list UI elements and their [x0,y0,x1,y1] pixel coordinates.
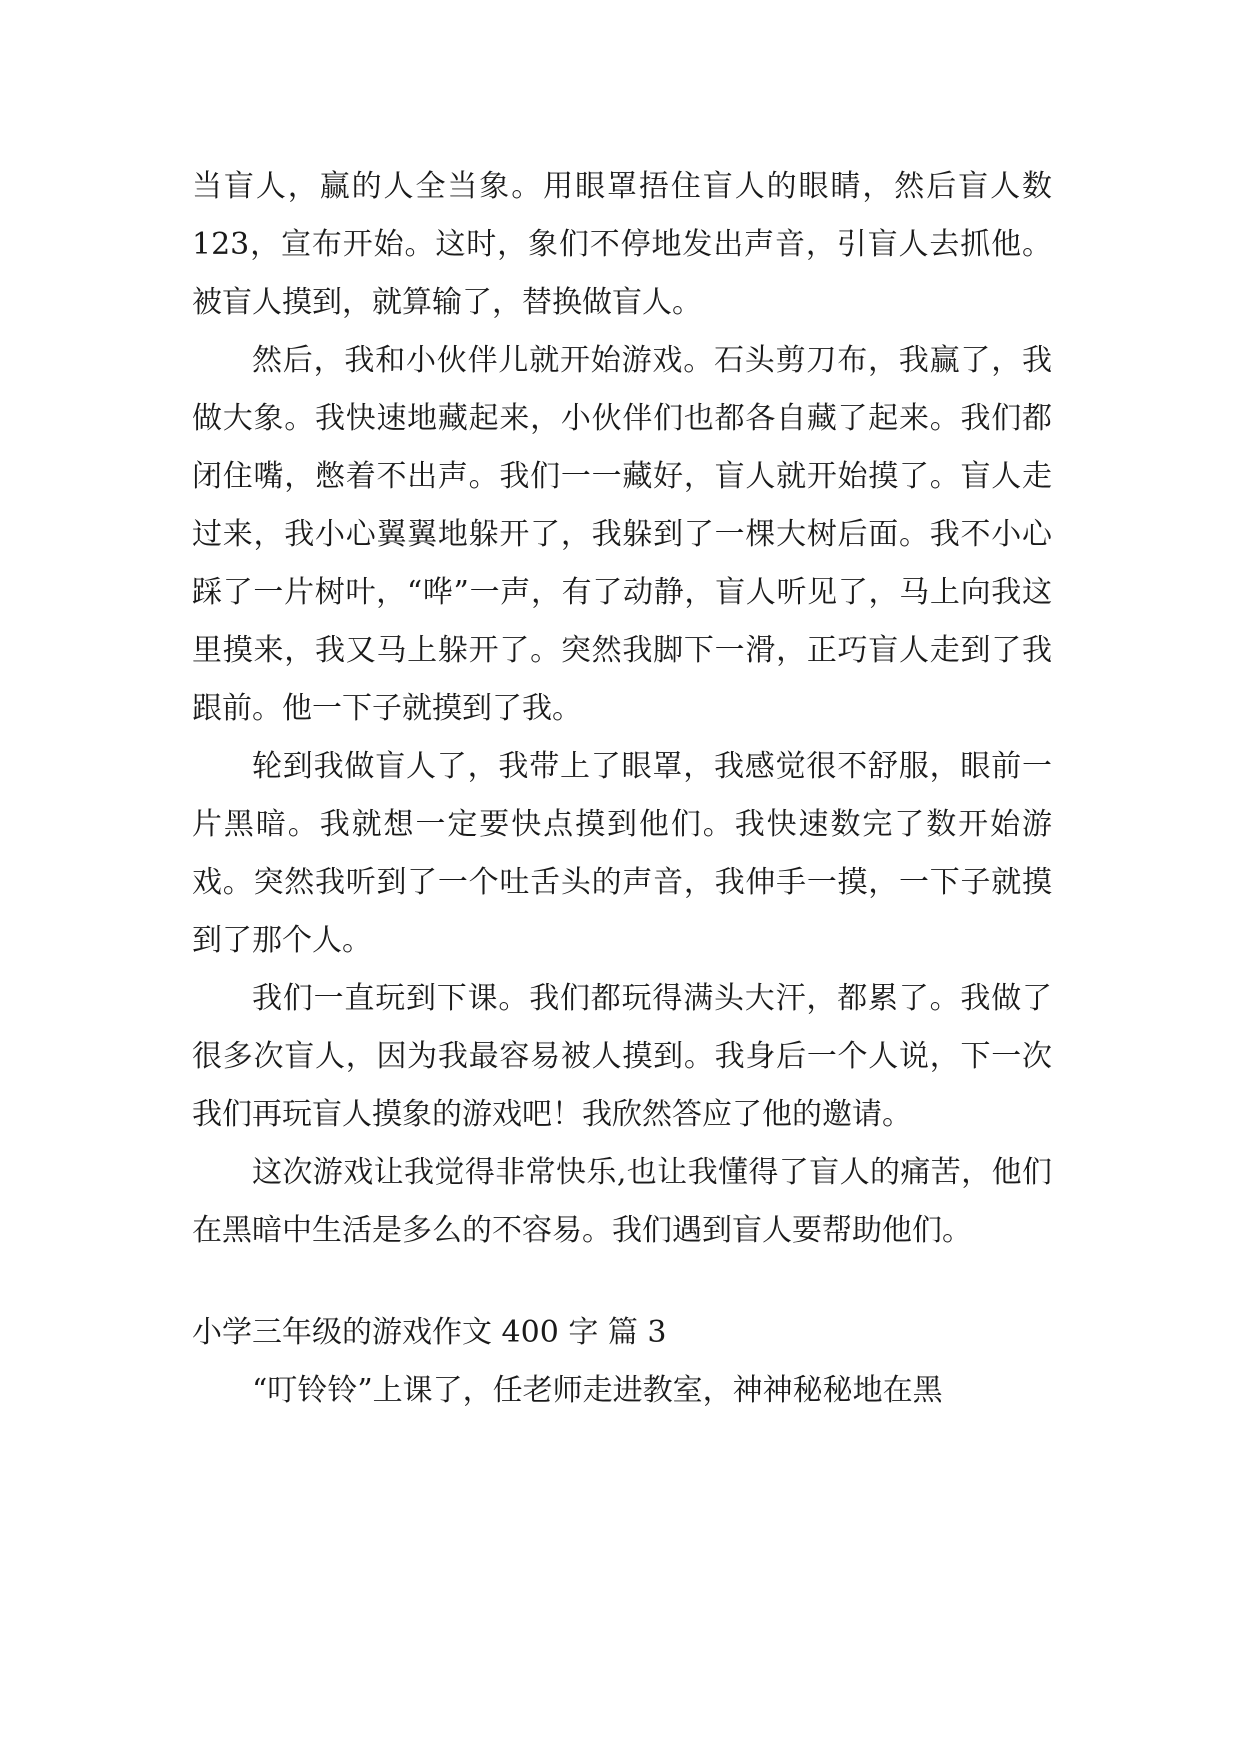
section-heading: 小学三年级的游戏作文 400 字 篇 3 [192,1315,667,1350]
paragraph: 然后，我和小伙伴儿就开始游戏。石头剪刀布，我赢了，我做大象。我快速地藏起来，小伙伴们也都各自藏了起来。我们都闭住嘴，憋着不出声。我们一一藏好，盲人就开始摸了。盲人走过来，我小心翼翼地躲开了，我躲到了一棵大树后面。我不小心踩了一片树叶，“哗”一声，有了动静，盲人听见了，马上向我这里摸来，我又马上躲开了。突然我脚下一滑，正巧盲人走到了我跟前。他一下子就摸到了我。 [192,343,1052,726]
paragraph: 这次游戏让我觉得非常快乐,也让我懂得了盲人的痛苦，他们在黑暗中生活是多么的不容易。我们遇到盲人要帮助他们。 [192,1155,1052,1248]
paragraph: “叮铃铃”上课了，任老师走进教室，神神秘秘地在黑 [252,1373,943,1408]
paragraph: 轮到我做盲人了，我带上了眼罩，我感觉很不舒服，眼前一片黑暗。我就想一定要快点摸到他们。我快速数完了数开始游戏。突然我听到了一个吐舌头的声音，我伸手一摸，一下子就摸到了那个人。 [192,749,1052,958]
document-page [192,158,1052,1420]
paragraph-continued: 当盲人，赢的人全当象。用眼罩捂住盲人的眼睛，然后盲人数 123，宣布开始。这时，象们不停地发出声音，引盲人去抓他。被盲人摸到，就算输了，替换做盲人。 [192,169,1052,320]
paragraph: 我们一直玩到下课。我们都玩得满头大汗，都累了。我做了很多次盲人，因为我最容易被人摸到。我身后一个人说，下一次我们再玩盲人摸象的游戏吧！我欣然答应了他的邀请。 [192,981,1052,1132]
